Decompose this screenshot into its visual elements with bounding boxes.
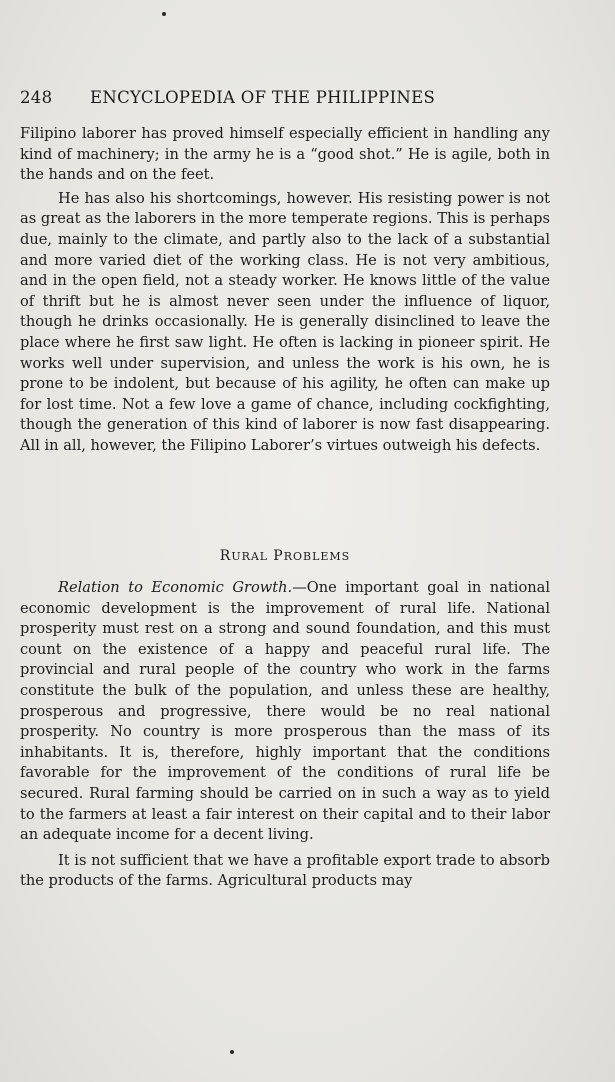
body-text-section — [20, 578, 550, 892]
ink-speck-bottom — [230, 1050, 234, 1054]
paragraph-economic-growth-text: —One important goal in national economic development is the improvement of rural life. National prosperity must rest on a strong and sound foundation, and this must count on the existence of a happy and peaceful rural life. The provincial and rural people of the country who work in the farms constitute the bulk of the population, and unless these are healthy, prosperous and progressive, there would be no real national prosperity. No country is more prosperous than the mass of its inhabitants. It is, therefore, highly important that the conditions favorable for the improvement of the conditions of rural life be secured. Rural farming should be carried on in such a way as to yield to the farmers at least a fair interest on their capital and to their labor an adequate income for a decent living. — [20, 579, 550, 844]
ink-speck-top — [162, 12, 166, 16]
running-title: ENCYCLOPEDIA OF THE PHILIPPINES — [90, 88, 436, 107]
section-heading: RURAL PROBLEMS — [219, 548, 351, 564]
subsection-lead-in: Relation to Economic Growth. — [58, 579, 293, 596]
paragraph-economic-growth — [20, 578, 550, 846]
page-number: 248 — [20, 88, 53, 107]
body-text-top — [20, 124, 550, 457]
running-header — [20, 88, 560, 107]
paragraph-continued: Filipino laborer has proved himself especially efficient in handling any kind of machinery; in the army he is a “good shot.” He is agile, both in the hands and on the feet. — [20, 125, 550, 184]
paragraph-shortcomings: He has also his shortcomings, however. His resisting power is not as great as the laborers in the more temperate regions. This is perhaps due, mainly to the climate, and partly also to the lack of a substantial and more varied diet of the working class. He is not very ambitious, and in the open field, not a steady worker. He knows little of the value of thrift but he is almost never seen under the influence of liquor, though he drinks occasionally. He is generally disinclined to leave the place where he first saw light. He often is lacking in pioneer spirit. He works well under supervision, and unless the work is his own, he is prone to be indolent, but because of his agility, he often can make up for lost time. Not a few love a game of chance, including cockfighting, though the generation of this kind of laborer is now fast disappearing. All in all, however, the Filipino Laborer’s virtues outweigh his defects. — [20, 189, 550, 454]
paragraph-export-trade: It is not sufficient that we have a profitable export trade to absorb the products of the farms. Agricultural products may — [20, 851, 550, 890]
